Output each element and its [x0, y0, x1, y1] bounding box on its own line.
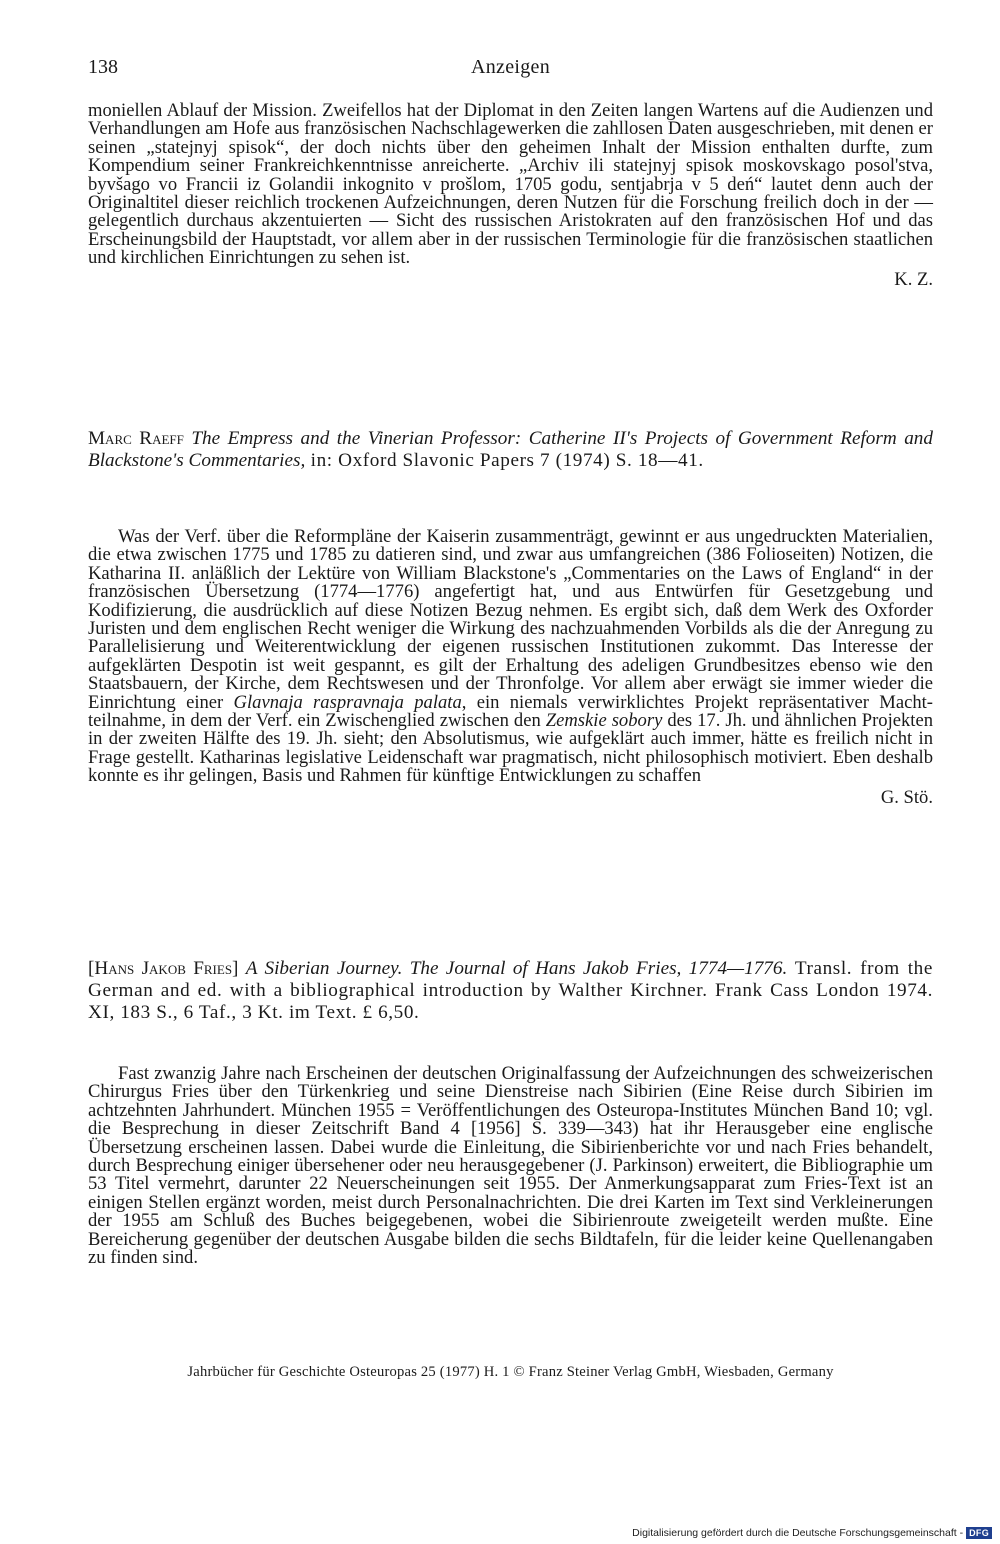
review-3-title: A Siberian Journey. The Journal of Hans Jakob Fries, 1774—1776. — [245, 958, 788, 979]
review-2-signature: G. Stö. — [880, 786, 933, 808]
review-3-source: Transl. from the German and ed. with a bibliographical introduction by Walther Kirchner. Frank Cass London 1974. XI, 183 S., 6 Taf., 3 Kt. im Text. £ 6,50. — [88, 958, 933, 1023]
review-3-text-block — [88, 1065, 933, 1267]
review-2-author: Marc Raeff — [88, 428, 184, 449]
review-1 — [88, 102, 933, 290]
funding-note — [632, 1527, 992, 1539]
page-number: 138 — [88, 56, 118, 78]
review-2-title: The Empress and the Vinerian Professor: Catherine II's Projects of Government Reform and Blackstone's Commentaries, — [88, 428, 933, 471]
review-2-text-block — [88, 528, 933, 808]
review-2-body-term-b: Zemskie sobory — [545, 710, 663, 732]
journal-citation: Jahrbücher für Geschichte Osteuropas 25 (1977) H. 1 © Franz Steiner Verlag GmbH, Wiesbaden, Germany — [187, 1364, 834, 1380]
review-2-body-part-a: Was der Verf. über die Reformpläne der Kaiserin zusammenträgt, gewinnt er aus ungedruckten Materialien, die etwa zwischen 1775 und 1785 zu datieren sind, und zwar aus umfangreichen (386 Folioseiten) Notizen, die Katharina II. anläßlich der Lektüre von William Blackstone's „Commentaries on the Laws of England“ in der französischen Übersetzung (1774—1776) angefertigt hat, und aus Entwürfen für Gesetzgebung und Kodifizierung, die ausdrücklich auf diese Notizen Bezug nehmen. Es ergibt sich, daß dem Werk des Oxforder Juristen und dem englischen Recht weniger die Wirkung des nachzuahmenden Vorbilds als die der Anregung zu Parallelisierung und Weiterentwicklung der eigenen russischen Institutionen zukommt. Das Interesse der aufgeklärten Despotin ist weit gespannt, es gilt der Erhaltung des adeligen Grundbesitzes ebenso wie den Staatsbauern, der Kirche, dem Rechtswesen und der Thronfolge. Vor allem aber erwägt sie immer wieder die Einrichtung einer — [88, 526, 933, 713]
review-1-signature: K. Z. — [894, 268, 933, 290]
page-header — [88, 56, 933, 86]
review-2-body-part-c: des 17. Jh. und ähnlichen Projekten in der zweiten Hälfte des 19. Jh. sieht; den Absolutismus, wie aufgeklärt auch immer, hätte es freilich nicht in Frage gestellt. Katharinas legislative Leidenschaft war pragmatisch, nicht philosophisch motiviert. Eben deshalb konnte es ihr gelingen, Basis und Rahmen für künftige Entwicklungen zu schaffen — [88, 710, 934, 787]
review-3 — [88, 958, 933, 1024]
review-2-body-term-a: Glavnaja raspravnaja palata — [233, 691, 462, 713]
review-2 — [88, 428, 933, 472]
review-2-body-part-b: , ein niemals verwirklichtes Projekt repräsentativer Machtteilnahme, in dem der Verf. ein Zwischenglied zwischen den — [88, 691, 933, 732]
review-1-body: moniellen Ablauf der Mission. Zweifellos hat der Diplomat in den Zeiten langen Wartens auf die Audienzen und Verhandlungen am Hofe aus französischen Nachschlagewerken die zahllosen Daten ausgeschrieben, mit denen er seinen „statejnyj spisok“, der doch nichts über den geheimen Inhalt der Mission enthalten durfte, zum Kompendium seiner Frankreichkenntnisse anreicherte. „Archiv ili statejnyj spisok moskovskago posol'stva, byvšago vo Francii iz Golandii inkognito v prošlom, 1705 godu, sentjabrja v 5 deń“ lautet denn auch der Originaltitel dieser reichlich trockenen Aufzeichnungen, deren Nutzen für die Forschung freilich doch in der — gelegentlich durchaus akzentuierten — Sicht des russischen Aristokraten auf den französischen Hof und das Erscheinungsbild der Hauptstadt, vor allem aber in der russischen Terminologie für die französischen staatlichen und kirchlichen Einrichtungen zu sehen ist. — [88, 100, 933, 269]
funding-note-text: Digitalisierung gefördert durch die Deutsche Forschungsgemeinschaft - — [632, 1527, 964, 1539]
review-3-body: Fast zwanzig Jahre nach Erscheinen der deutschen Originalfassung der Aufzeichnungen des schweizerischen Chirurgus Fries über den Türkenkrieg und seine Dienstreise nach Sibirien (Eine Reise durch Sibirien im achtzehnten Jahrhundert. München 1955 = Veröffentlichungen des Osteuropa-Institutes München Band 10; vgl. die Besprechung in dieser Zeitschrift Band 4 [1956] S. 339—343) hat ihr Herausgeber eine englische Übersetzung erscheinen lassen. Dabei wurde die Einleitung, die Sibirienberichte vor und nach Fries behandelt, durch Besprechung einiger übersehener oder neu herausgegebener (J. Parkinson) erweitert, die Bibliographie um 53 Titel vermehrt, darunter 22 Neuerscheinungen seit 1955. Der Anmerkungsapparat zum Fries-Text ist an einigen Stellen ergänzt worden, meist durch Personalnachrichten. Die drei Karten im Text sind Verkleinerungen der 1955 am Schluß des Buches beigegebenen, wobei die Sibirienroute zweigeteilt werden mußte. Eine Bereicherung gegenüber der deutschen Ausgabe bilden die sechs Bildtafeln, für die leider keine Quellenangaben zu finden sind. — [88, 1063, 933, 1269]
review-3-heading — [88, 958, 933, 1024]
review-2-source: in: Oxford Slavonic Papers 7 (1974) S. 18—41. — [305, 450, 704, 471]
dfg-logo-icon: DFG — [966, 1527, 992, 1539]
review-3-author: [Hans Jakob Fries] — [88, 958, 239, 979]
review-2-body — [88, 528, 933, 786]
running-head: Anzeigen — [470, 56, 551, 78]
review-2-heading — [88, 428, 933, 472]
